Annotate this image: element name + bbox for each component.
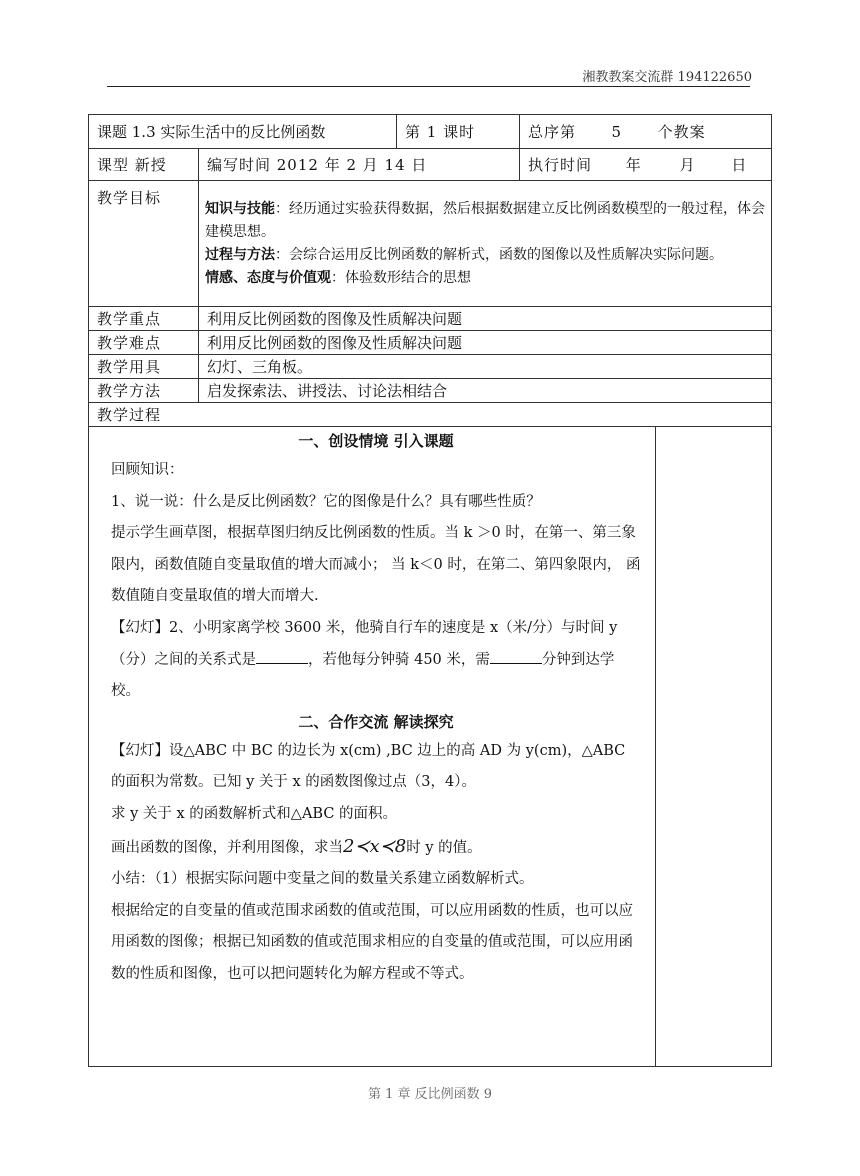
objective-process-text: ：会综合运用反比例函数的解析式，函数的图像以及性质解决实际问题。 bbox=[275, 246, 723, 263]
notes-column bbox=[656, 427, 772, 1067]
question-2-part-a: 【幻灯】2、小明家离学校 3600 米，他骑自行车的速度是 x（米/分）与时间 y（分）之间的关系式是 bbox=[111, 619, 618, 668]
process-content bbox=[89, 427, 656, 1067]
header-rule bbox=[107, 86, 750, 87]
row-method bbox=[89, 379, 772, 403]
exec-month: 月 bbox=[679, 156, 696, 174]
lesson-cell: 第 1 课时 bbox=[397, 115, 520, 149]
exec-label: 执行时间 bbox=[528, 156, 593, 174]
difficulty-label: 教学难点 bbox=[89, 331, 199, 355]
section-2-title: 二、合作交流 解读探究 bbox=[298, 712, 454, 731]
objective-process bbox=[205, 244, 765, 267]
example-text: 【幻灯】设△ABC 中 BC 的边长为 x(cm) ,BC 边上的高 AD 为 y(cm)，△ABC 的面积为常数。已知 y 关于 x 的函数图像过点（3，4）。 bbox=[111, 742, 626, 791]
question-2-part-b: ，若他每分钟骑 450 米，需 bbox=[308, 651, 490, 668]
tools-label: 教学用具 bbox=[89, 355, 199, 379]
sequence-number: 5 bbox=[611, 123, 623, 141]
question-2-part-c: 分钟到达学校。 bbox=[111, 651, 615, 700]
topic-cell: 课题 1.3 实际生活中的反比例函数 bbox=[89, 115, 397, 149]
example-question-1: 求 y 关于 x 的函数解析式和△ABC 的面积。 bbox=[111, 805, 398, 822]
process-label: 教学过程 bbox=[89, 403, 772, 427]
exec-time-cell bbox=[520, 149, 772, 181]
example-question-2-part-a: 画出函数的图像，并利用图像，求当 bbox=[111, 839, 343, 856]
exec-year: 年 bbox=[625, 156, 642, 174]
row-type bbox=[89, 149, 772, 181]
summary-2: 根据给定的自变量的值或范围求函数的值或范围，可以应用函数的性质，也可以应用函数的图像；根据已知函数的值或范围求相应的自变量的值或范围，可以应用函数的性质和图像，也可以把问题转化为解方程或不等式。 bbox=[111, 902, 633, 982]
answer-blank-2 bbox=[490, 649, 542, 664]
summary-1: 小结：（1）根据实际问题中变量之间的数量关系建立函数解析式。 bbox=[111, 871, 534, 888]
sequence-label: 总序第 bbox=[528, 123, 577, 141]
row-objectives bbox=[89, 181, 772, 307]
objective-emotion-text: ：体验数形结合的思想 bbox=[331, 269, 471, 286]
example-question-2 bbox=[111, 831, 641, 865]
written-time-cell: 编写时间 2012 年 2 月 14 日 bbox=[199, 149, 520, 181]
question-1: 1、说一说：什么是反比例函数？它的图像是什么？具有哪些性质？ bbox=[111, 493, 541, 510]
header-group-text: 湘教教案交流群 194122650 bbox=[582, 70, 752, 85]
type-cell: 课型 新授 bbox=[89, 149, 199, 181]
sequence-cell bbox=[520, 115, 772, 149]
lesson-plan-table bbox=[88, 114, 772, 1067]
objective-knowledge bbox=[205, 198, 765, 244]
row-tools bbox=[89, 355, 772, 379]
exec-day: 日 bbox=[731, 156, 748, 174]
method-label: 教学方法 bbox=[89, 379, 199, 403]
question-2 bbox=[111, 613, 641, 708]
section-1-title: 一、创设情境 引入课题 bbox=[298, 432, 454, 450]
method-value: 启发探索法、讲授法、讨论法相结合 bbox=[199, 379, 772, 403]
answer-blank-1 bbox=[256, 649, 308, 664]
objective-emotion bbox=[205, 267, 765, 290]
inequality-formula: 2≺x≺8 bbox=[343, 835, 407, 857]
objective-knowledge-title: 知识与技能 bbox=[205, 200, 275, 217]
sequence-unit: 个教案 bbox=[657, 123, 706, 141]
objective-process-title: 过程与方法 bbox=[205, 246, 275, 263]
objective-emotion-title: 情感、态度与价值观 bbox=[205, 269, 331, 286]
footer-text: 第 1 章 反比例函数 9 bbox=[367, 1087, 493, 1102]
row-difficulty bbox=[89, 331, 772, 355]
row-process-label bbox=[89, 403, 772, 427]
objectives-label: 教学目标 bbox=[89, 181, 199, 307]
key-point-label: 教学重点 bbox=[89, 307, 199, 331]
review-text: 回顾知识： bbox=[111, 462, 184, 478]
row-process-content bbox=[89, 427, 772, 1067]
row-title bbox=[89, 115, 772, 149]
tools-value: 幻灯、三角板。 bbox=[199, 355, 772, 379]
key-point-value: 利用反比例函数的图像及性质解决问题 bbox=[199, 307, 772, 331]
difficulty-value: 利用反比例函数的图像及性质解决问题 bbox=[199, 331, 772, 355]
objective-knowledge-text: ：经历通过实验获得数据，然后根据数据建立反比例函数模型的一般过程，体会建模思想。 bbox=[205, 200, 765, 240]
objectives-content bbox=[199, 181, 772, 307]
row-key-point bbox=[89, 307, 772, 331]
hint-text: 提示学生画草图，根据草图归纳反比例函数的性质。当 k ＞0 时，在第一、第三象限内，函数值随自变量取值的增大而减小； 当 k＜0 时，在第二、第四象限内， 函数值随自变量取值的增大而增大. bbox=[111, 525, 641, 605]
example-question-2-part-b: 时 y 的值。 bbox=[406, 839, 482, 856]
